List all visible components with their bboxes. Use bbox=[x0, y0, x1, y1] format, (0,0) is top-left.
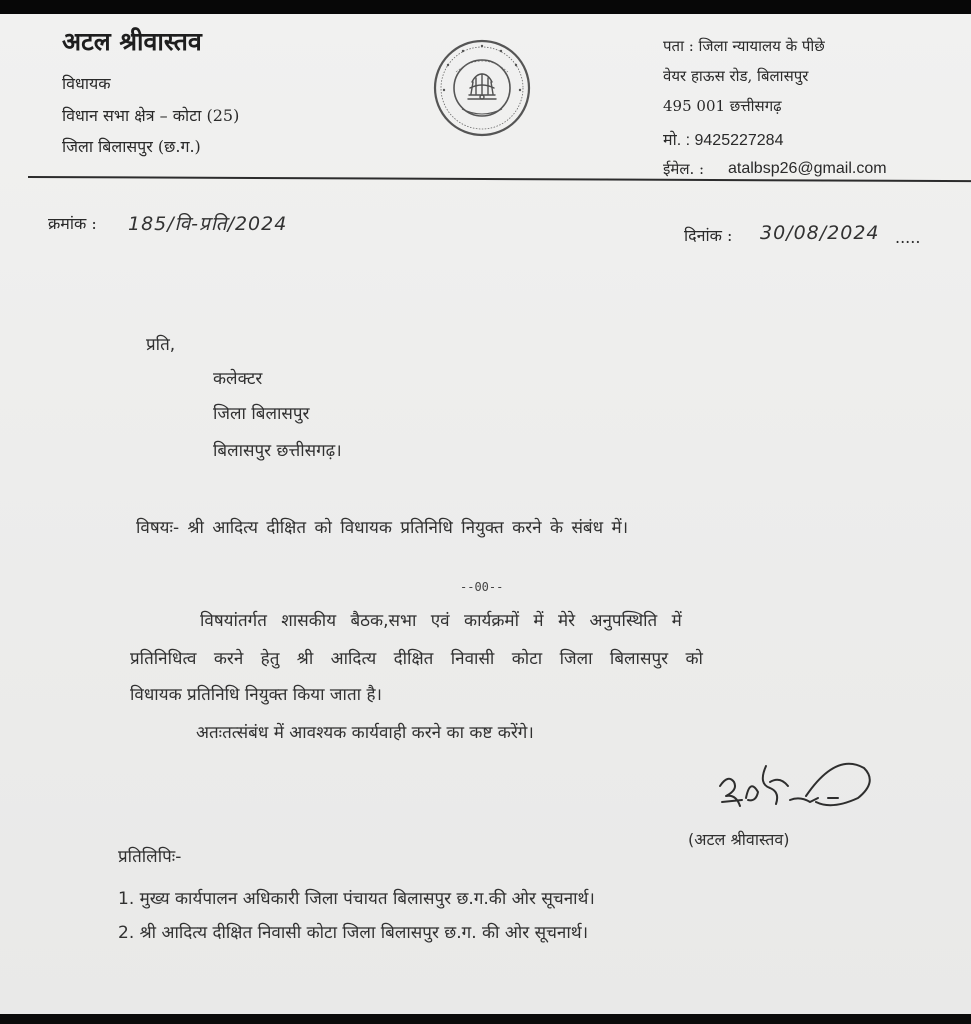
letterhead-constituency: विधान सभा क्षेत्र – कोटा (25) bbox=[62, 106, 240, 125]
reference-number: 185/वि-प्रति/2024 bbox=[128, 213, 288, 235]
address-line-3: 495 001 छत्तीसगढ़ bbox=[663, 97, 782, 115]
reference-label: क्रमांक : bbox=[48, 214, 97, 233]
copy-to-label: प्रतिलिपिः- bbox=[118, 847, 182, 867]
bottom-black-border bbox=[0, 1014, 971, 1024]
recipient-line-1: कलेक्टर bbox=[213, 369, 263, 389]
recipient-line-2: जिला बिलासपुर bbox=[213, 404, 310, 424]
address-line-1: पता : जिला न्यायालय के पीछे bbox=[663, 37, 825, 55]
date-value: 30/08/2024 bbox=[760, 222, 880, 244]
recipient-to: प्रति, bbox=[146, 335, 176, 355]
date-label: दिनांक : bbox=[684, 226, 733, 245]
body-line-1: विषयांतर्गत शासकीय बैठक,सभा एवं कार्यक्रमों में मेरे अनुपस्थिति में bbox=[200, 611, 682, 631]
handwritten-signature bbox=[710, 756, 880, 826]
mobile-number: मो. : 9425227284 bbox=[663, 132, 784, 149]
body-line-3: विधायक प्रतिनिधि नियुक्त किया जाता है। bbox=[130, 685, 382, 705]
recipient-line-3: बिलासपुर छत्तीसगढ़। bbox=[213, 441, 342, 461]
letter-page bbox=[0, 14, 971, 1014]
address-line-2: वेयर हाऊस रोड, बिलासपुर bbox=[663, 67, 809, 85]
body-line-2: प्रतिनिधित्व करने हेतु श्री आदित्य दीक्षित निवासी कोटा जिला बिलासपुर को bbox=[130, 649, 703, 669]
email-address: atalbsp26@gmail.com bbox=[728, 160, 887, 177]
letterhead-district: जिला बिलासपुर (छ.ग.) bbox=[62, 137, 201, 156]
letterhead-designation: विधायक bbox=[62, 74, 111, 93]
separator: --00-- bbox=[460, 580, 504, 594]
copy-to-item-2: 2. श्री आदित्य दीक्षित निवासी कोटा जिला बिलासपुर छ.ग. की ओर सूचनार्थ। bbox=[118, 923, 589, 943]
email-label: ईमेल. : bbox=[663, 160, 705, 178]
signatory-name: (अटल श्रीवास्तव) bbox=[688, 830, 790, 849]
government-seal-icon bbox=[432, 38, 532, 138]
copy-to-item-1: 1. मुख्य कार्यपालन अधिकारी जिला पंचायत बिलासपुर छ.ग.की ओर सूचनार्थ। bbox=[118, 889, 595, 909]
date-dots: ..... bbox=[895, 228, 921, 247]
subject-line: विषयः- श्री आदित्य दीक्षित को विधायक प्रतिनिधि नियुक्त करने के संबंध में। bbox=[136, 518, 629, 538]
letterhead-name: अटल श्रीवास्तव bbox=[62, 27, 202, 56]
top-black-border bbox=[0, 0, 971, 14]
body-line-4: अतःतत्संबंध में आवश्यक कार्यवाही करने का कष्ट करेंगे। bbox=[196, 723, 534, 743]
